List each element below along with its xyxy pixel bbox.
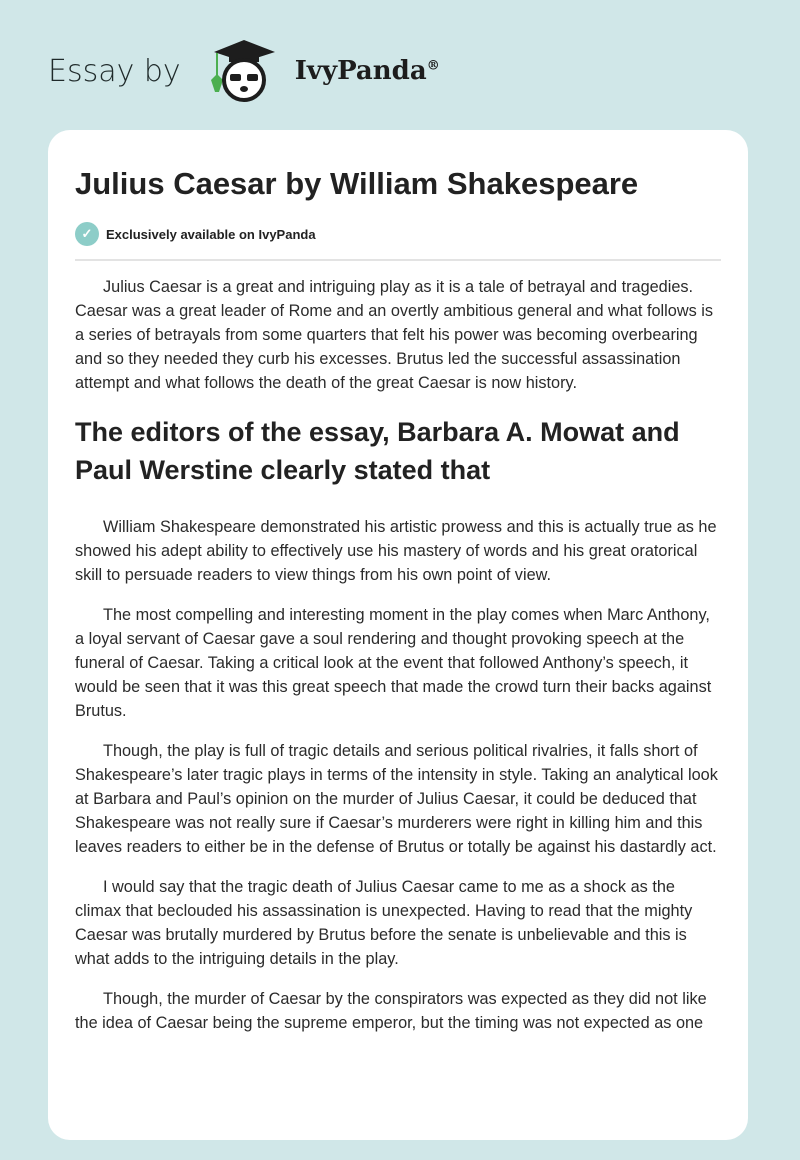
badge-label: Exclusively available on IvyPanda [106, 226, 316, 242]
essay-card [48, 130, 748, 1140]
intro-paragraph: Julius Caesar is a great and intriguing play as it is a tale of betrayal and tragedies. Caesar was a great leader of Rome and an overtly ambitious general and what follows is a series of betrayals from some quarters that felt his power was becoming overbearing and so they needed they curb his excesses. Brutus led the successful assassination attempt and what follows the death of the great Caesar is now history. [75, 278, 714, 392]
brand-name: IvyPanda® [294, 56, 440, 86]
panda-graduate-icon [199, 36, 289, 106]
check-icon: ✓ [75, 222, 99, 246]
paragraph: The most compelling and interesting moment in the play comes when Marc Anthony, a loyal servant of Caesar gave a soul rendering and thought provoking speech at the funeral of Caesar. Taking a critical look at the event that followed Anthony’s speech, it would be seen that it was this great speech that made the crowd turn their backs against Brutus. [75, 606, 712, 720]
section-heading: The editors of the essay, Barbara A. Mowat and Paul Werstine clearly stated that [75, 417, 680, 485]
divider [75, 259, 721, 261]
paragraph: Though, the murder of Caesar by the conspirators was expected as they did not like the idea of Caesar being the supreme emperor, but the timing was not expected as one [75, 990, 707, 1032]
page-title: Julius Caesar by William Shakespeare [75, 166, 639, 201]
paragraph: I would say that the tragic death of Julius Caesar came to me as a shock as the climax that beclouded his assassination is unexpected. Having to read that the mighty Caesar was brutally murdered by Brutus before the senate is unbelievable and this is what adds to the intriguing details in the play. [75, 878, 693, 968]
brand-header[interactable] [48, 36, 440, 106]
paragraph: William Shakespeare demonstrated his artistic prowess and this is actually true as he showed his adept ability to effectively use his mastery of words and his great oratorical skill to persuade readers to view things from his own point of view. [75, 518, 717, 584]
exclusive-badge [75, 222, 721, 246]
paragraph: Though, the play is full of tragic details and serious political rivalries, it falls short of Shakespeare’s later tragic plays in terms of the intensity in style. Taking an analytical look at Barbara and Paul’s opinion on the murder of Julius Caesar, it could be deduced that Shakespeare was not really sure if Caesar’s murderers were right in killing him and this leaves readers to either be in the defense of Brutus or totally be against his dastardly act. [75, 742, 718, 856]
essay-by-label: Essay by [48, 53, 181, 89]
